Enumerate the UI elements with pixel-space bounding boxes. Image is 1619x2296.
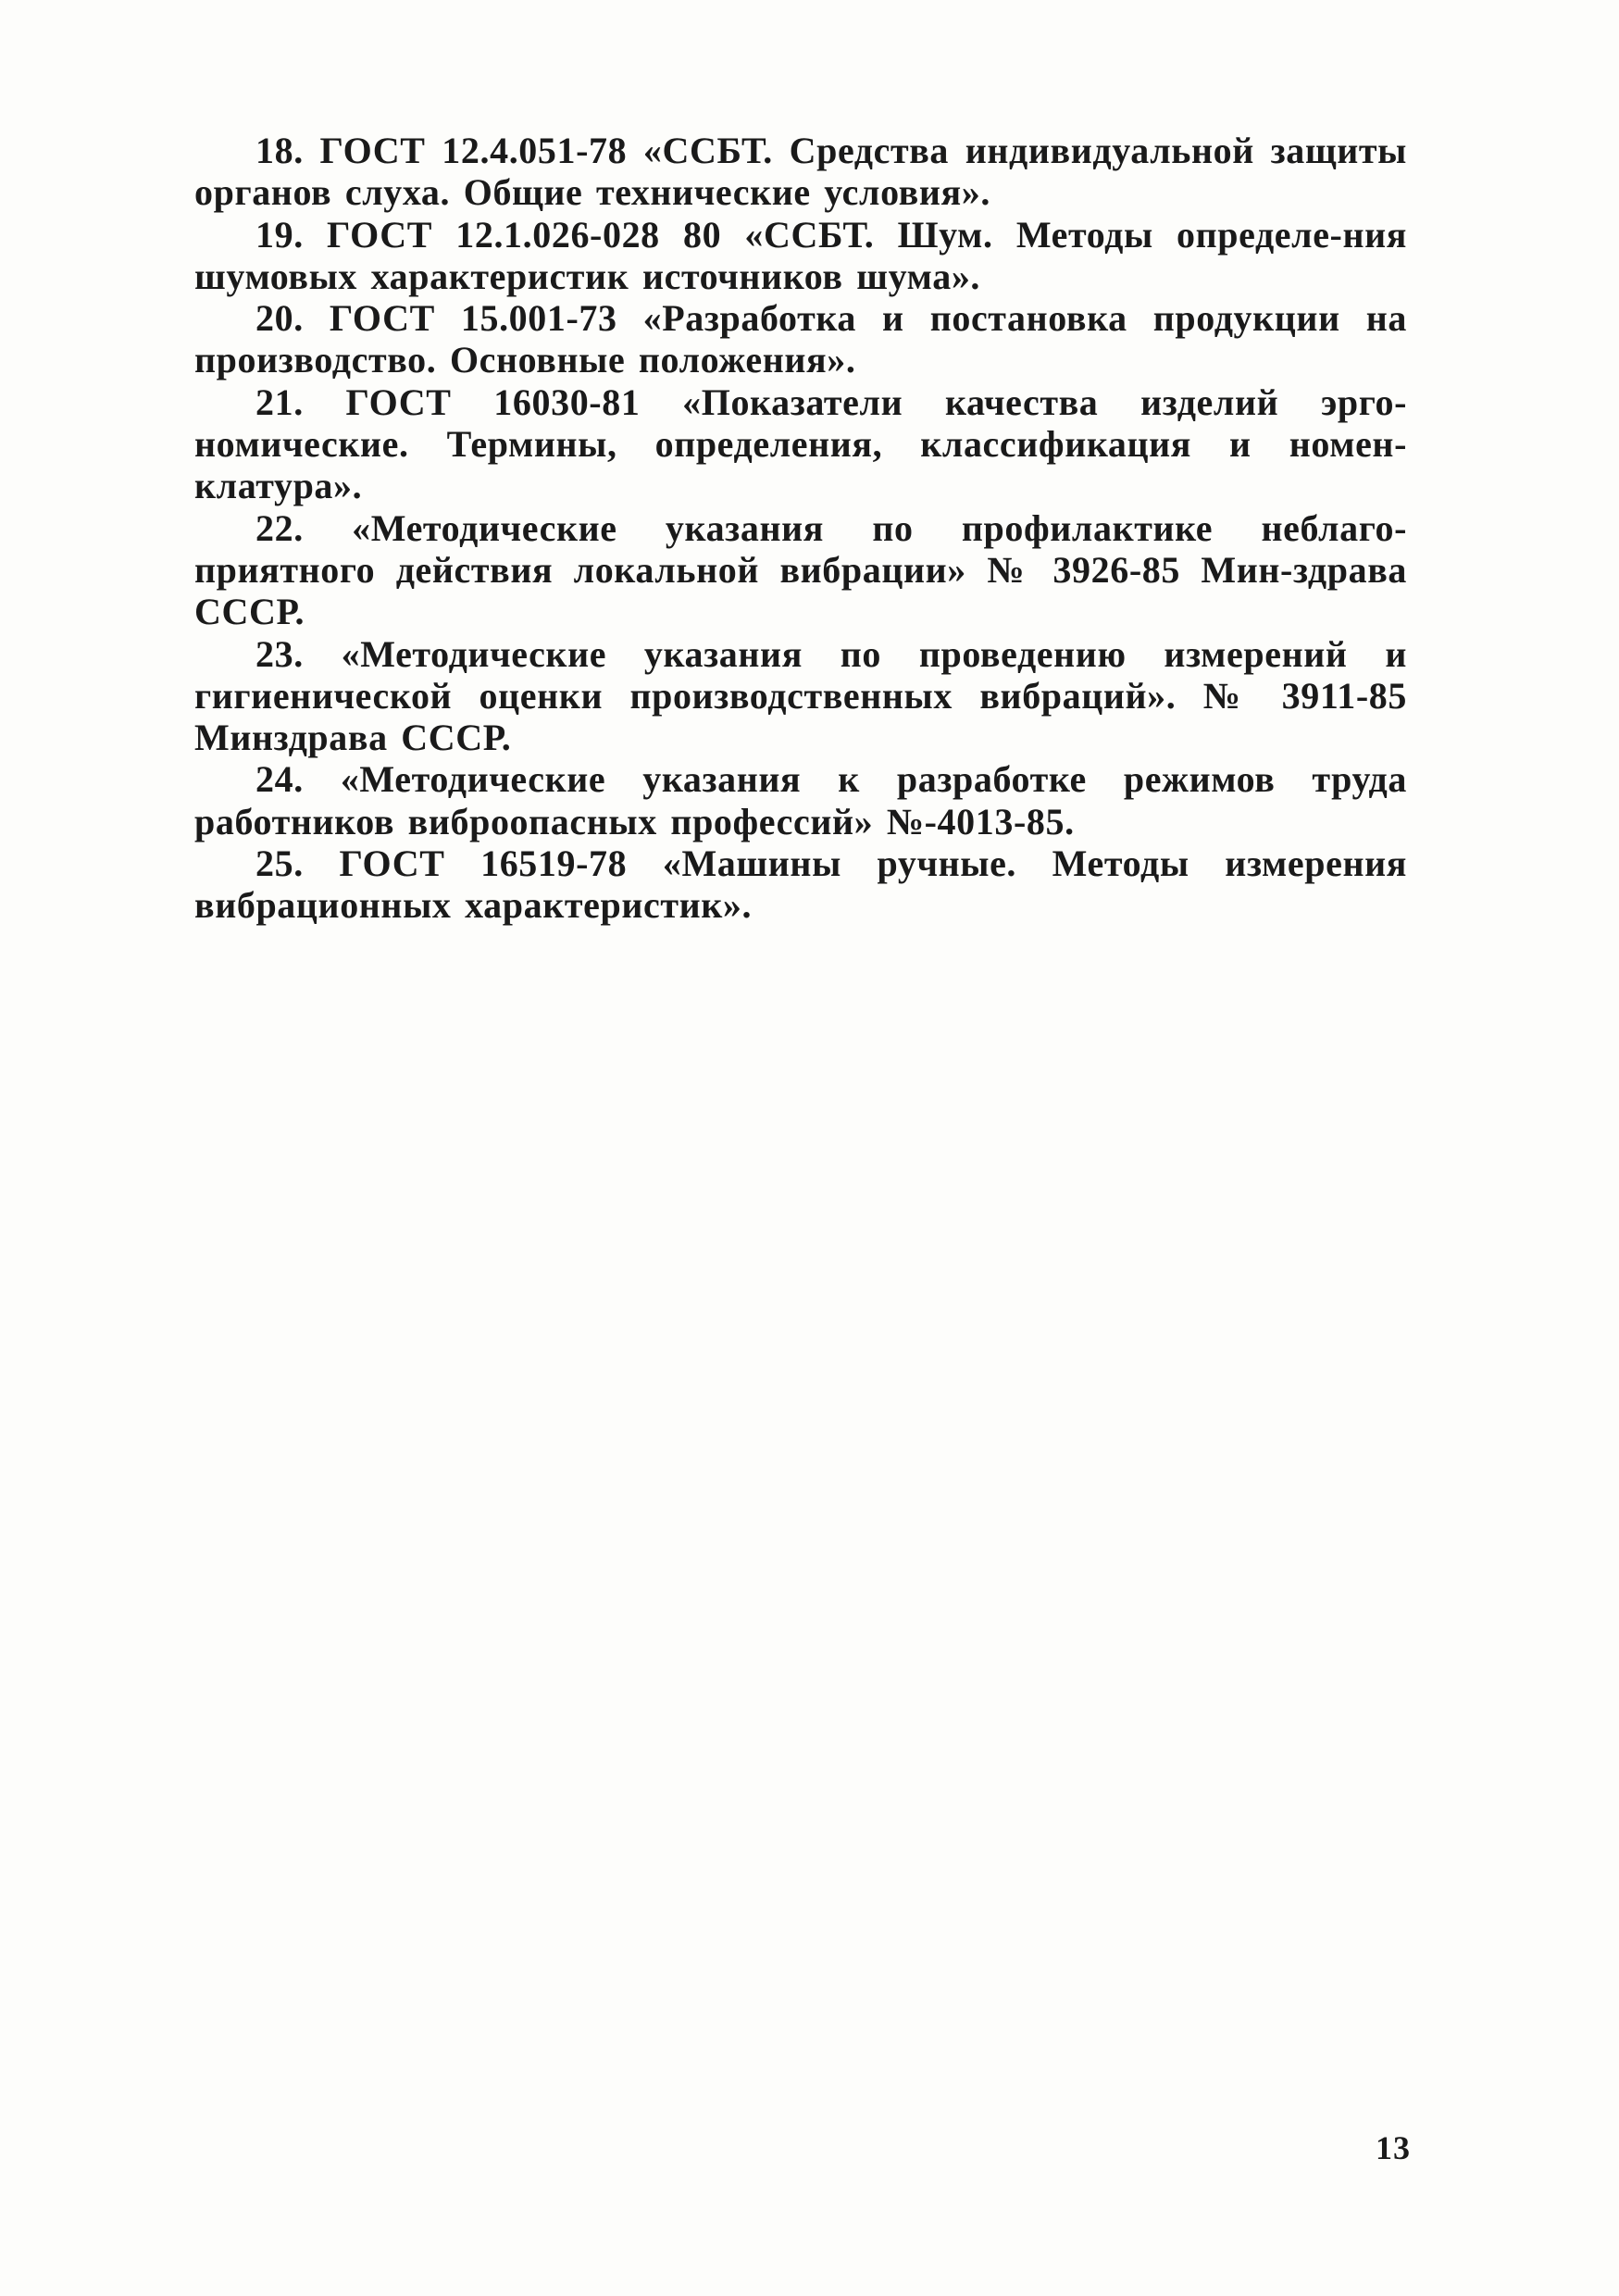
- reference-text: ГОСТ 12.4.051-78 «ССБТ. Средства индивидуальной защиты органов слуха. Общие технические условия».: [194, 130, 1407, 214]
- reference-number: 25.: [255, 842, 304, 885]
- reference-number: 24.: [255, 758, 304, 801]
- reference-item: [194, 842, 1407, 927]
- reference-item: [194, 381, 1407, 507]
- reference-number: 22.: [255, 506, 304, 549]
- reference-number: 23.: [255, 632, 304, 675]
- reference-text: «Методические указания по профилактике неблаго-приятного действия локальной вибрации» № 3926-85 Мин-здрава СССР.: [194, 506, 1407, 633]
- reference-text: «Методические указания к разработке режимов труда работников виброопасных профессий» №-4013-85.: [194, 758, 1407, 842]
- reference-number: 20.: [255, 297, 304, 340]
- reference-item: [194, 214, 1407, 298]
- reference-item: [194, 130, 1407, 214]
- reference-item: [194, 758, 1407, 842]
- reference-text: ГОСТ 16519-78 «Машины ручные. Методы измерения вибрационных характеристик».: [194, 842, 1407, 927]
- reference-text: «Методические указания по проведению измерений и гигиенической оценки производственных вибраций». № 3911-85 Минздрава СССР.: [194, 632, 1407, 759]
- reference-number: 21.: [255, 381, 304, 423]
- reference-item: [194, 507, 1407, 633]
- reference-text: ГОСТ 15.001-73 «Разработка и постановка продукции на производство. Основные положения».: [194, 297, 1407, 381]
- reference-item: [194, 297, 1407, 381]
- reference-number: 18.: [255, 130, 304, 171]
- reference-number: 19.: [255, 213, 304, 256]
- reference-text: ГОСТ 16030-81 «Показатели качества изделий эрго-номические. Термины, определения, классификация и номен-клатура».: [194, 381, 1407, 507]
- page-number: 13: [1376, 2129, 1411, 2166]
- reference-text: ГОСТ 12.1.026-028 80 «ССБТ. Шум. Методы определе-ния шумовых характеристик источников шума».: [194, 213, 1407, 297]
- reference-item: [194, 633, 1407, 759]
- reference-list: [194, 130, 1407, 927]
